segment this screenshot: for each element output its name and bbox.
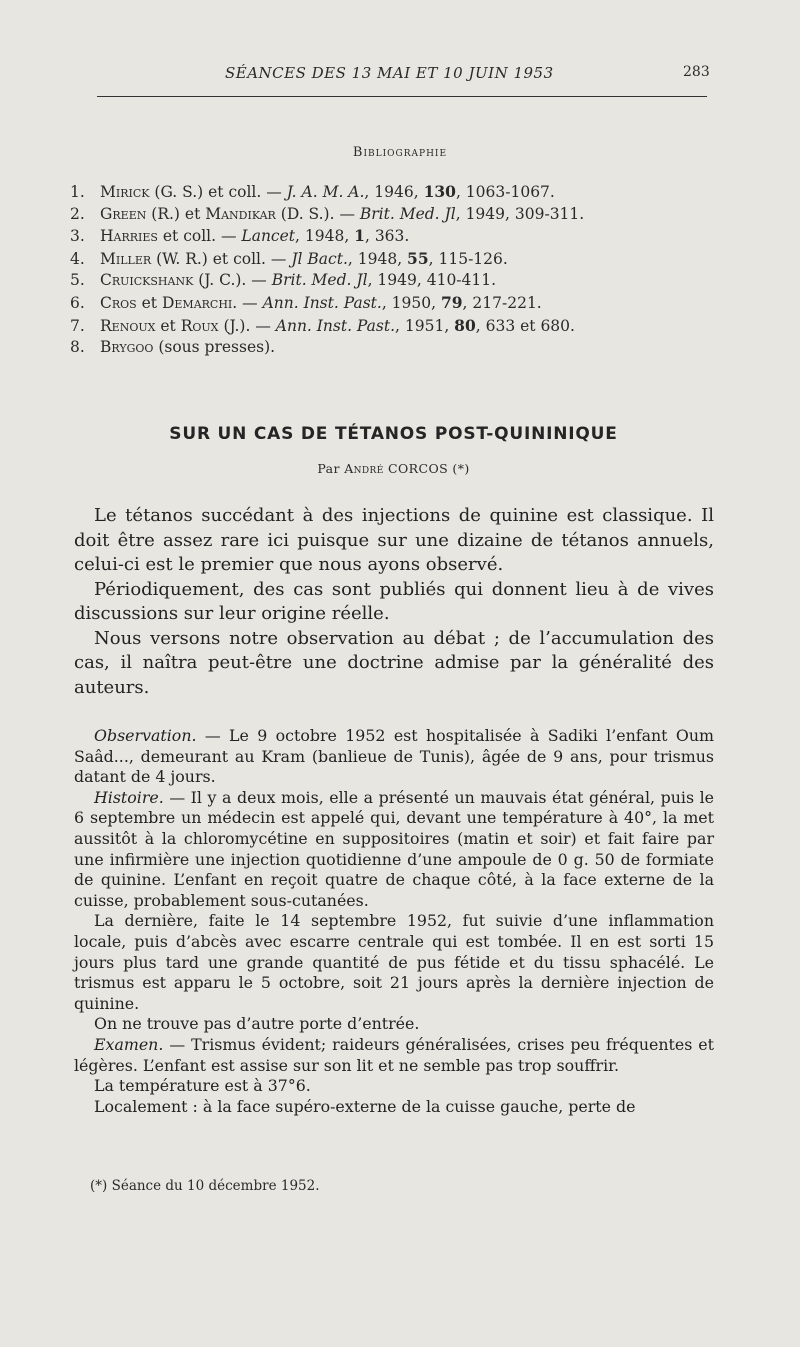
entry-year: , 1951, bbox=[395, 316, 455, 335]
entry-author: Cruickshank bbox=[100, 271, 194, 290]
entry-number: 3. bbox=[70, 227, 85, 246]
entry-volume: 1 bbox=[354, 226, 365, 246]
article-title: SUR UN CAS DE TÉTANOS POST-QUININIQUE bbox=[169, 424, 618, 444]
entry-author: Harries bbox=[100, 227, 158, 246]
bibliography-list bbox=[70, 181, 710, 359]
entry-year: , 1948, bbox=[347, 249, 408, 268]
entry-text: (J.). — bbox=[218, 316, 276, 335]
localement-paragraph: Localement : à la face supéro-externe de la cuisse gauche, perte de bbox=[94, 1096, 636, 1116]
bibliography-entry bbox=[70, 181, 710, 204]
page-number: 283 bbox=[683, 64, 710, 80]
entry-text: (J. C.). — bbox=[193, 271, 272, 290]
entry-text: (G. S.) et coll. — bbox=[149, 183, 287, 201]
intro-paragraph: Nous versons notre observation au débat ; de l’accumulation des cas, il naîtra peut-être une doctrine admise par la généralité des auteurs. bbox=[74, 627, 714, 698]
entry-author: Miller bbox=[100, 249, 152, 268]
entry-year: , 1949, bbox=[455, 204, 515, 223]
running-title: SÉANCES DES 13 MAI ET 10 JUIN 1953 bbox=[225, 64, 554, 82]
entry-volume: 55 bbox=[407, 248, 429, 268]
entry-year: , 1949, bbox=[367, 271, 427, 290]
entry-journal: Ann. Inst. Past. bbox=[275, 316, 396, 335]
entry-pages: , 633 et 680. bbox=[475, 316, 575, 335]
observation-paragraph bbox=[74, 726, 714, 788]
entry-journal: Lancet bbox=[241, 227, 296, 246]
entry-pages: , 363. bbox=[364, 227, 410, 246]
entry-pages: , 115-126. bbox=[428, 249, 508, 268]
entry-number: 2. bbox=[70, 204, 85, 223]
entry-number: 8. bbox=[70, 338, 85, 357]
author-surname: CORCOS (*) bbox=[383, 461, 470, 476]
entry-pages: , 1063-1067. bbox=[455, 183, 555, 201]
histoire-paragraph bbox=[74, 788, 714, 912]
entry-author: Mirick bbox=[100, 183, 150, 201]
entry-author: Renoux bbox=[100, 316, 156, 335]
entry-number: 7. bbox=[70, 316, 85, 335]
entry-text: et bbox=[155, 316, 181, 335]
entry-text: (D. S.). — bbox=[275, 204, 360, 223]
bibliography-entry bbox=[70, 337, 710, 359]
bibliography-entry bbox=[70, 270, 710, 292]
histoire-label: Histoire. bbox=[94, 787, 164, 807]
entry-number: 5. bbox=[70, 271, 85, 290]
bibliography-entry bbox=[70, 248, 710, 271]
entry-journal: Brit. Med. Jl bbox=[359, 204, 456, 223]
entry-number: 6. bbox=[70, 293, 85, 312]
article-intro bbox=[74, 504, 714, 700]
entry-journal: J. A. M. A. bbox=[286, 183, 365, 201]
bibliography-entry bbox=[70, 315, 710, 338]
bibliography-entry bbox=[70, 225, 710, 248]
entry-volume: 79 bbox=[440, 292, 463, 312]
entry-text: (sous presses). bbox=[153, 338, 276, 357]
temperature-paragraph: La température est à 37°6. bbox=[94, 1076, 311, 1096]
article-byline bbox=[0, 461, 787, 476]
entry-text: et coll. — bbox=[157, 227, 242, 246]
entry-text: (R.) et bbox=[146, 204, 206, 223]
entry-pages: , 217-221. bbox=[462, 293, 542, 312]
article-body bbox=[74, 726, 714, 1117]
author-firstname: André bbox=[344, 461, 384, 476]
entry-text: (W. R.) et coll. — bbox=[151, 249, 292, 268]
entry-year: , 1950, bbox=[381, 293, 441, 312]
examen-label: Examen. bbox=[94, 1034, 164, 1054]
entry-journal: Ann. Inst. Past. bbox=[262, 293, 382, 312]
entry-coauthor: Demarchi bbox=[161, 293, 233, 312]
footnote: (*) Séance du 10 décembre 1952. bbox=[90, 1178, 320, 1194]
entry-coauthor: Mandikar bbox=[205, 204, 276, 223]
entry-pages: 309-311. bbox=[514, 204, 585, 223]
observation-text: — Le 9 octobre 1952 est hospitalisée à Sadiki l’enfant Oum Saâd..., demeurant au Kram (banlieue de Tunis), âgée de 9 ans, pour trismus datant de 4 jours. bbox=[74, 726, 714, 787]
examen-paragraph bbox=[74, 1035, 714, 1076]
entry-journal: Brit. Med. Jl bbox=[271, 271, 368, 290]
entry-volume: 130 bbox=[423, 182, 456, 201]
entry-journal: Jl Bact. bbox=[291, 249, 348, 268]
histoire-text: — Il y a deux mois, elle a présenté un mauvais état général, puis le 6 septembre un médecin est appelé qui, devant une température à 40°, la met aussitôt à la chloromycétine en suppositoires (matin et soir) et fait faire par une infirmière une injection quotidienne d’une ampoule de 0 g. 50 de formiate de quinine. L’enfant en reçoit quatre de chaque côté, à la face externe de la cuisse, probablement sous-cutanées. bbox=[74, 787, 714, 910]
bibliography-heading: Bibliographie bbox=[352, 145, 448, 160]
porte-paragraph: On ne trouve pas d’autre porte d’entrée. bbox=[94, 1014, 420, 1034]
entry-year: , 1946, bbox=[364, 183, 424, 201]
entry-number: 1. bbox=[70, 183, 85, 201]
entry-pages: 410-411. bbox=[426, 271, 497, 290]
observation-label: Observation. bbox=[94, 726, 197, 745]
bibliography-entry bbox=[70, 292, 710, 315]
intro-paragraph: Périodiquement, des cas sont publiés qui donnent lieu à de vives discussions sur leur origine réelle. bbox=[74, 578, 714, 624]
intro-paragraph: Le tétanos succédant à des injections de quinine est classique. Il doit être assez rare ici puisque sur une dizaine de tétanos annuels, celui-ci est le premier que nous ayons observé. bbox=[74, 505, 714, 575]
entry-volume: 80 bbox=[454, 315, 476, 335]
entry-author: Brygoo bbox=[100, 338, 154, 357]
derniere-paragraph: La dernière, faite le 14 septembre 1952, fut suivie d’une inflammation locale, puis d’abcès avec escarre centrale qui est tombée. Il en est sorti 15 jours plus tard une grande quantité de pus fétide et du tissu sphacélé. Le trismus est apparu le 5 octobre, soit 21 jours après la dernière injection de quinine. bbox=[74, 911, 714, 1013]
bibliography-entry bbox=[70, 204, 710, 226]
entry-coauthor: Roux bbox=[180, 316, 219, 335]
entry-text: et bbox=[136, 293, 162, 312]
entry-number: 4. bbox=[70, 249, 85, 268]
byline-prefix: Par bbox=[317, 461, 345, 476]
entry-text: . — bbox=[232, 293, 263, 312]
entry-year: , 1948, bbox=[295, 227, 355, 246]
entry-author: Cros bbox=[100, 293, 137, 312]
examen-text: — Trismus évident; raideurs généralisées, crises peu fréquentes et légères. L’enfant est assise sur son lit et ne semble pas trop souffrir. bbox=[74, 1034, 714, 1075]
entry-author: Green bbox=[100, 204, 147, 223]
header-rule bbox=[97, 96, 707, 97]
